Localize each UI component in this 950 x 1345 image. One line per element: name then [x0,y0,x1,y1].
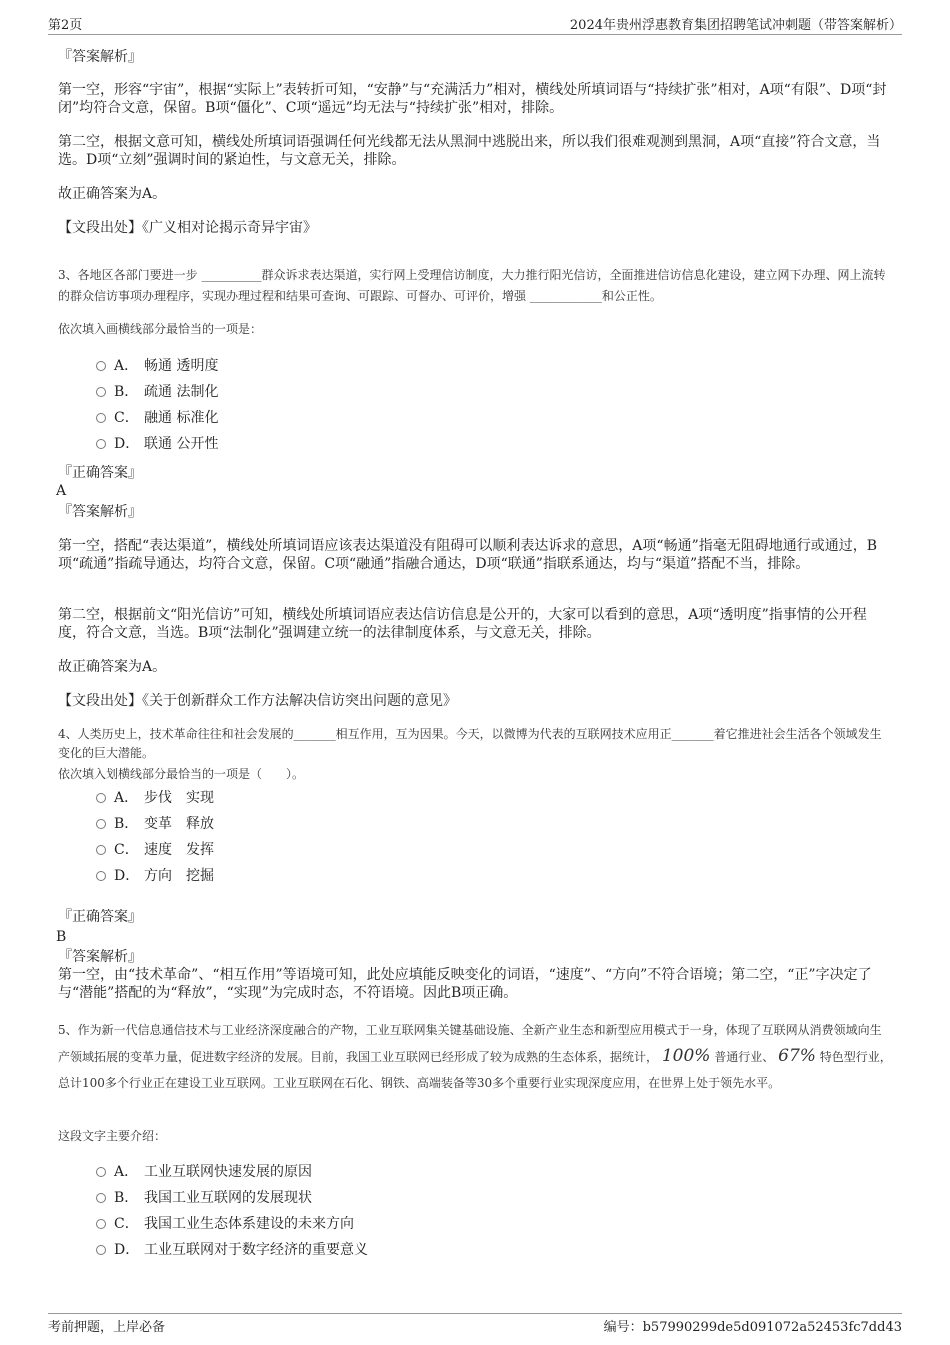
q3-prompt: 依次填入画横线部分最恰当的一项是： [58,322,263,336]
footer-slogan: 考前押题，上岸必备 [48,1320,166,1335]
q5-percent-2: 67% [778,1046,816,1066]
document-title: 2024年贵州浮惠教育集团招聘笔试冲刺题（带答案解析） [569,18,902,33]
q2-source: 【文段出处】《广义相对论揭示奇异宇宙》 [58,220,317,236]
q5-percent-1: 100% [661,1046,711,1066]
q4-analysis-p1: 第一空，由“技术革命”、“相互作用”等语境可知，此处应填能反映变化的词语，“速度”、“方向”不符合语境；第二空，“正”字决定了与“潜能”搭配的为“释放”，“实现”为完成时态，不符语境。因此B项正确。 [58,967,872,1001]
radio-icon[interactable] [96,1219,106,1229]
q3-analysis-p2: 第二空，根据前文“阳光信访”可知，横线处所填词语应表达信访信息是公开的，大家可以看到的意思，A项“透明度”指事情的公开程度，符合文意，当选。B项“法制化”强调建立统一的法律制度体系，与文意无关，排除。 [58,607,867,641]
radio-icon[interactable] [96,1245,106,1255]
page-number: 第2页 [48,18,83,33]
radio-icon[interactable] [96,871,106,881]
q4-option-c[interactable]: C． 速度 发挥 [96,840,214,860]
q2-analysis-heading: 『答案解析』 [58,49,142,65]
q4-analysis-heading: 『答案解析』 [58,949,142,965]
q3-option-c[interactable]: C． 融通 标准化 [96,408,218,428]
q5-prompt: 这段文字主要介绍： [58,1129,167,1143]
q3-analysis-p1: 第一空，搭配“表达渠道”，横线处所填词语应该表达渠道没有阻碍可以顺利表达诉求的意思，A项“畅通”指毫无阻碍地通行或通过，B项“疏通”指疏导通达，均符合文意，保留。C项“融通”指融合通达，D项“联通”指联系通达，均与“渠道”搭配不当，排除。 [58,538,878,572]
q5-stem: 5、作为新一代信息通信技术与工业经济深度融合的产物，工业互联网集关键基础设施、全新产业生态和新型应用模式于一身，体现了互联网从消费领域向生产领域拓展的变革力量，促进数字经济的发展。目前，我国工业互联网已经形成了较为成熟的生态体系，据统计， 100% 普通行业、 67% 特色型行业，总计100多个行业正在建设工业互联网。工业互联网在石化、钢铁、高端装备等30多个重要行业实现深度应用，在世界上处于领先水平。 [58,1023,892,1090]
radio-icon[interactable] [96,845,106,855]
q5-option-a[interactable]: A． 工业互联网快速发展的原因 [96,1162,312,1182]
q5-option-b[interactable]: B． 我国工业互联网的发展现状 [96,1188,312,1208]
q4-prompt: 依次填入划横线部分最恰当的一项是（ ）。 [58,767,305,781]
q4-option-b[interactable]: B． 变革 释放 [96,814,214,834]
q4-answer: B [56,929,67,945]
q3-option-a[interactable]: A． 畅通 透明度 [96,356,218,376]
q5-option-c[interactable]: C． 我国工业生态体系建设的未来方向 [96,1214,354,1234]
radio-icon[interactable] [96,361,106,371]
q2-analysis-p2: 第二空，根据文意可知，横线处所填词语强调任何光线都无法从黑洞中逃脱出来，所以我们很难观测到黑洞，A项“直接”符合文意，当选。D项“立刻”强调时间的紧迫性，与文意无关，排除。 [58,134,881,168]
q3-answer-heading: 『正确答案』 [58,465,142,481]
q3-stem: 3、各地区各部门要进一步 __________群众诉求表达渠道，实行网上受理信访制度，大力推行阳光信访，全面推进信访信息化建设，建立网下办理、网上流转的群众信访事项办理程序，实现办理过程和结果可查询、可跟踪、可督办、可评价，增强 ____________和公正性。 [58,268,886,303]
q3-analysis-heading: 『答案解析』 [58,504,142,520]
q4-option-a[interactable]: A． 步伐 实现 [96,788,214,808]
radio-icon[interactable] [96,1167,106,1177]
q4-answer-heading: 『正确答案』 [58,909,142,925]
q2-analysis-p1: 第一空，形容“宇宙”，根据“实际上”表转折可知，“安静”与“充满活力”相对，横线处所填词语与“持续扩张”相对，A项“有限”、D项“封闭”均符合文意，保留。B项“僵化”、C项“遥远”均无法与“持续扩张”相对，排除。 [58,82,887,116]
q5-option-d[interactable]: D． 工业互联网对于数字经济的重要意义 [96,1240,368,1260]
radio-icon[interactable] [96,819,106,829]
q4-option-d[interactable]: D． 方向 挖掘 [96,866,214,886]
page-header [48,14,902,35]
q3-conclusion: 故正确答案为A。 [58,659,167,675]
q3-option-b[interactable]: B． 疏通 法制化 [96,382,218,402]
radio-icon[interactable] [96,413,106,423]
radio-icon[interactable] [96,793,106,803]
radio-icon[interactable] [96,1193,106,1203]
q3-answer: A [56,483,67,499]
document-id: 编号：b57990299de5d091072a52453fc7dd43 [603,1320,902,1335]
radio-icon[interactable] [96,439,106,449]
page-footer [48,1313,902,1335]
q4-stem: 4、人类历史上，技术革命往往和社会发展的_______相互作用，互为因果。今天，以微博为代表的互联网技术应用正_______着它推进社会生活各个领域发生变化的巨大潜能。 [58,727,882,760]
q3-option-d[interactable]: D． 联通 公开性 [96,434,218,454]
q3-source: 【文段出处】《关于创新群众工作方法解决信访突出问题的意见》 [58,693,457,709]
q2-conclusion: 故正确答案为A。 [58,186,167,202]
radio-icon[interactable] [96,387,106,397]
